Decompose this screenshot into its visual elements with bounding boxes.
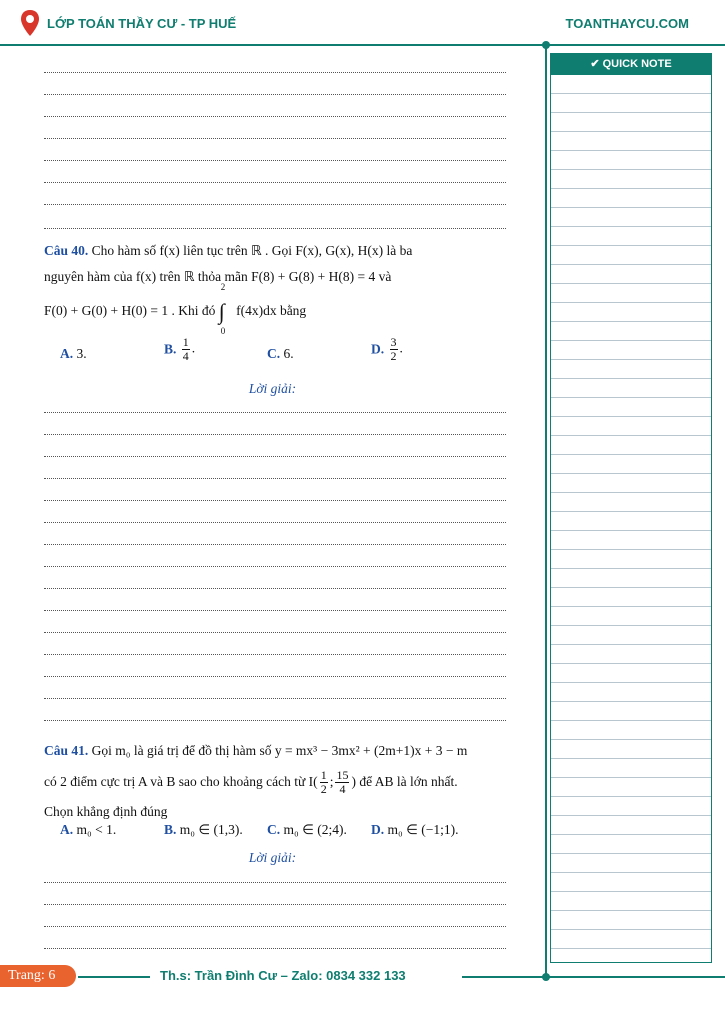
dotted-line: [44, 412, 506, 413]
q41-line3: Chọn khẳng định đúng: [44, 804, 168, 819]
q40-text1: Cho hàm số f(x) liên tục trên ℝ . Gọi F(x), G(x), H(x) là ba: [91, 243, 413, 258]
header-site[interactable]: TOANTHAYCU.COM: [565, 16, 689, 31]
q40-option-c[interactable]: [267, 346, 294, 362]
dotted-line: [44, 882, 506, 883]
q41-option-b[interactable]: [164, 822, 243, 838]
solution-heading-2: Lời giải:: [248, 850, 297, 865]
dotted-line: [44, 654, 506, 655]
option-letter: C.: [267, 822, 281, 837]
separator: ;: [329, 774, 334, 789]
integral-lower: 0: [220, 325, 226, 336]
option-value: m₀ ∈ (1,3).: [179, 822, 243, 837]
page-number-badge: Trang: 6: [0, 965, 76, 987]
option-letter: D.: [371, 341, 385, 357]
q40-option-a[interactable]: [60, 346, 87, 362]
dotted-line: [44, 676, 506, 677]
fraction: $\frac{3}{2}$: [390, 335, 397, 363]
location-pin-icon: [20, 9, 40, 37]
dotted-line: [44, 160, 506, 161]
option-tail: .: [191, 340, 196, 356]
q40-text3a: F(0) + G(0) + H(0) = 1 . Khi đó: [44, 303, 216, 318]
dotted-line: [44, 522, 506, 523]
q41-text2a: có 2 điểm cực trị A và B sao cho khoảng cách từ I(: [44, 774, 318, 789]
dotted-line: [44, 904, 506, 905]
quicknote-header: ✔ QUICK NOTE: [550, 53, 712, 75]
q41-line1: [44, 741, 467, 761]
option-letter: B.: [164, 822, 177, 837]
option-value: 6.: [283, 346, 294, 361]
integral-sign: 2 ∫ 0: [218, 281, 226, 336]
column-divider: [545, 45, 547, 975]
option-value: m₀ ∈ (−1;1).: [387, 822, 459, 837]
dotted-line: [44, 478, 506, 479]
q40-option-d[interactable]: [371, 336, 403, 363]
option-letter: D.: [371, 822, 385, 837]
dotted-line: [44, 720, 506, 721]
q40-option-b[interactable]: [164, 336, 195, 363]
quicknote-lines: [550, 75, 712, 963]
q41-line2: [44, 766, 458, 798]
dotted-line: [44, 434, 506, 435]
fraction: $\frac{15}{4}$: [336, 768, 349, 797]
q40-label: Câu 40.: [44, 243, 89, 258]
header-title: LỚP TOÁN THẦY CƯ - TP HUẾ: [47, 16, 237, 31]
footer-dash: [88, 976, 150, 978]
option-letter: A.: [60, 346, 74, 361]
q41-option-d[interactable]: [371, 822, 458, 838]
dotted-line: [44, 610, 506, 611]
q41-option-a[interactable]: [60, 822, 116, 838]
q41-option-c[interactable]: [267, 822, 347, 838]
q41-text2b: ) để AB là lớn nhất.: [351, 774, 458, 789]
dotted-line: [44, 94, 506, 95]
dotted-line: [44, 544, 506, 545]
dotted-line: [44, 228, 506, 229]
footer-dot: [542, 973, 550, 981]
dotted-line: [44, 588, 506, 589]
option-tail: .: [399, 340, 403, 356]
dotted-line: [44, 116, 506, 117]
dotted-line: [44, 204, 506, 205]
solution-heading: Lời giải:: [248, 381, 297, 396]
integral-upper: 2: [220, 281, 226, 292]
fraction: $\frac{1}{2}$: [320, 768, 327, 797]
q40-line2: nguyên hàm của f(x) trên ℝ thỏa mãn F(8) + G(8) + H(8) = 4 và: [44, 269, 392, 284]
q40-line1: [44, 241, 412, 261]
dotted-line: [44, 698, 506, 699]
q41-label: Câu 41.: [44, 743, 89, 758]
option-value: m₀ ∈ (2;4).: [283, 822, 347, 837]
option-letter: A.: [60, 822, 74, 837]
dotted-line: [44, 456, 506, 457]
dotted-line: [44, 948, 506, 949]
dotted-line: [44, 632, 506, 633]
dotted-line: [44, 182, 506, 183]
dotted-line: [44, 566, 506, 567]
dotted-line: [44, 926, 506, 927]
q40-line3: [44, 281, 307, 336]
option-letter: C.: [267, 346, 281, 361]
option-letter: B.: [164, 341, 177, 357]
dotted-line: [44, 500, 506, 501]
dotted-line: [44, 138, 506, 139]
q41-text1: Gọi m₀ là giá trị để đồ thị hàm số y = mx³ − 3mx² + (2m+1)x + 3 − m: [91, 743, 468, 758]
dotted-line: [44, 72, 506, 73]
option-value: m₀ < 1.: [76, 822, 117, 837]
footer-author: Th.s: Trần Đình Cư – Zalo: 0834 332 133: [160, 968, 406, 983]
q40-text3b: f(4x)dx bằng: [236, 303, 307, 318]
fraction: $\frac{1}{4}$: [182, 335, 189, 363]
header-rule: [0, 44, 725, 46]
option-value: 3.: [76, 346, 87, 361]
